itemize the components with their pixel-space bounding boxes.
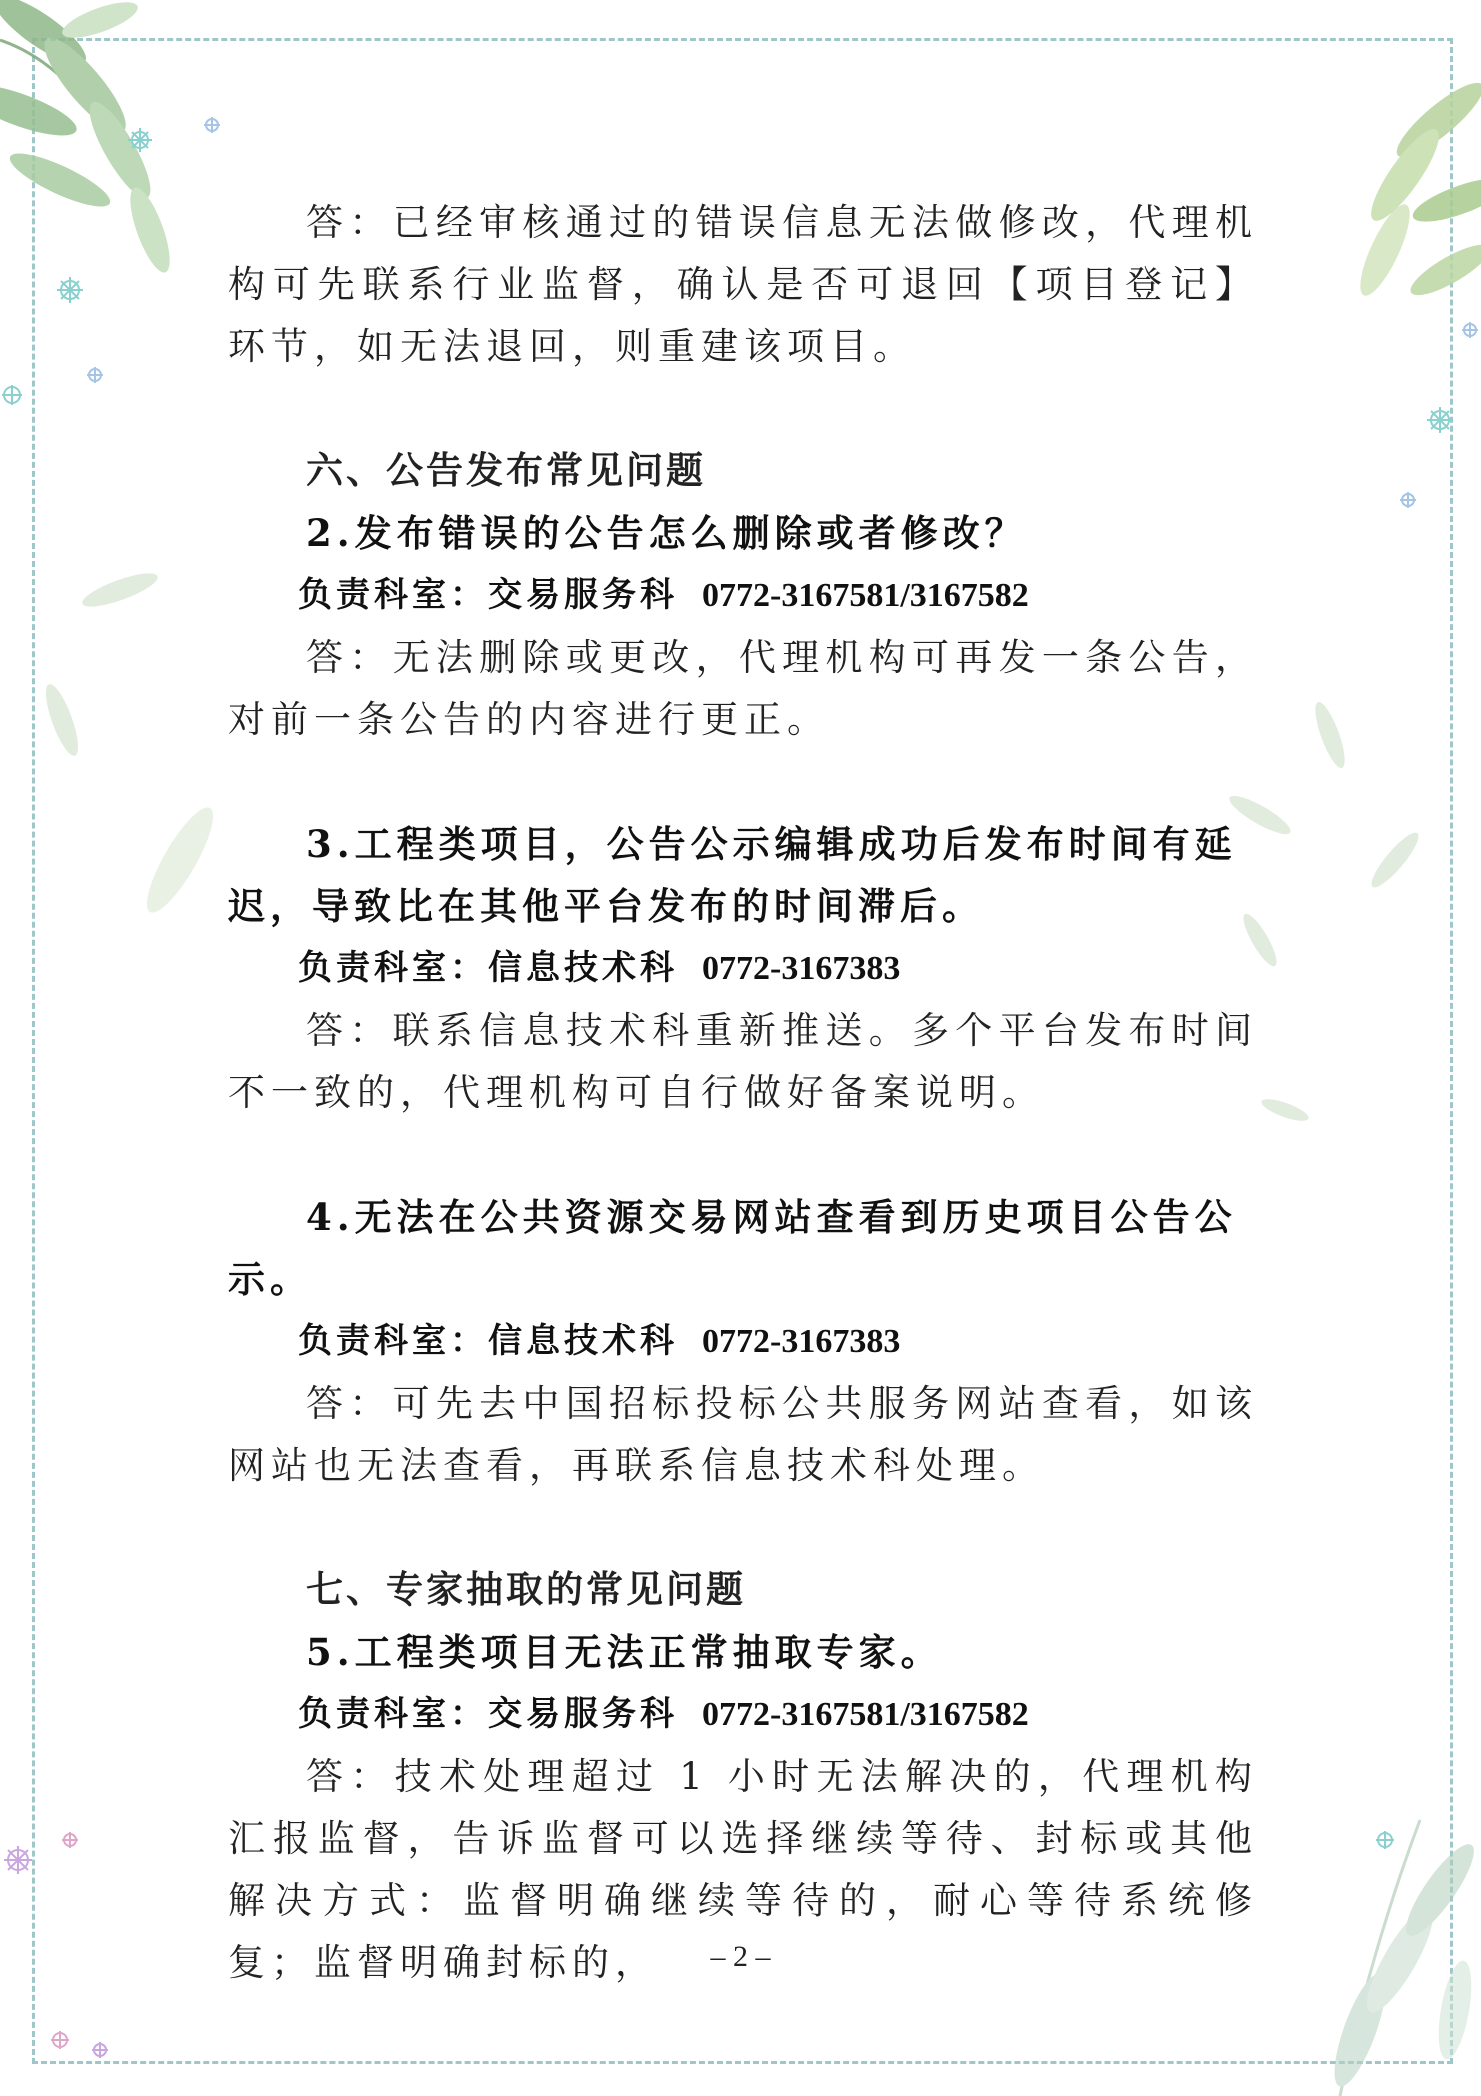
department-line xyxy=(228,1683,1258,1746)
department-label: 负责科室：交易服务科 xyxy=(298,575,678,615)
department-line xyxy=(228,937,1258,1000)
section-heading: 六、公告发布常见问题 xyxy=(306,449,706,492)
department-label: 负责科室：交易服务科 xyxy=(298,1694,678,1734)
question-title: 5.工程类项目无法正常抽取专家。 xyxy=(306,1630,943,1674)
document-body xyxy=(228,192,1258,1994)
answer-paragraph: 答：无法删除或更改，代理机构可再发一条公告，对前一条公告的内容进行更正。 xyxy=(228,636,1258,741)
department-line xyxy=(228,1310,1258,1373)
phone-number: 0772-3167581/3167582 xyxy=(702,577,1029,614)
question-title: 2.发布错误的公告怎么删除或者修改？ xyxy=(306,511,1027,555)
answer-paragraph: 答：技术处理超过 1 小时无法解决的，代理机构汇报监督，告诉监督可以选择继续等待、封标或其他解决方式：监督明确继续等待的，耐心等待系统修复；监督明确封标的， xyxy=(228,1755,1258,1984)
question-title: 3.工程类项目，公告公示编辑成功后发布时间有延迟，导致比在其他平台发布的时间滞后。 xyxy=(228,822,1237,928)
department-label: 负责科室：信息技术科 xyxy=(298,948,678,988)
section-heading: 七、专家抽取的常见问题 xyxy=(306,1568,746,1611)
question-title: 4.无法在公共资源交易网站查看到历史项目公告公示。 xyxy=(228,1195,1237,1301)
phone-number: 0772-3167581/3167582 xyxy=(702,1696,1029,1733)
answer-paragraph: 答：联系信息技术科重新推送。多个平台发布时间不一致的，代理机构可自行做好备案说明。 xyxy=(228,1009,1258,1114)
phone-number: 0772-3167383 xyxy=(702,950,901,987)
phone-number: 0772-3167383 xyxy=(702,1323,901,1360)
department-label: 负责科室：信息技术科 xyxy=(298,1321,678,1361)
page-number: – 2 – xyxy=(710,1940,771,1973)
department-line xyxy=(228,564,1258,627)
answer-paragraph: 答：已经审核通过的错误信息无法做修改，代理机构可先联系行业监督，确认是否可退回【项目登记】环节，如无法退回，则重建该项目。 xyxy=(228,201,1258,368)
answer-paragraph: 答：可先去中国招标投标公共服务网站查看，如该网站也无法查看，再联系信息技术科处理。 xyxy=(228,1382,1258,1487)
